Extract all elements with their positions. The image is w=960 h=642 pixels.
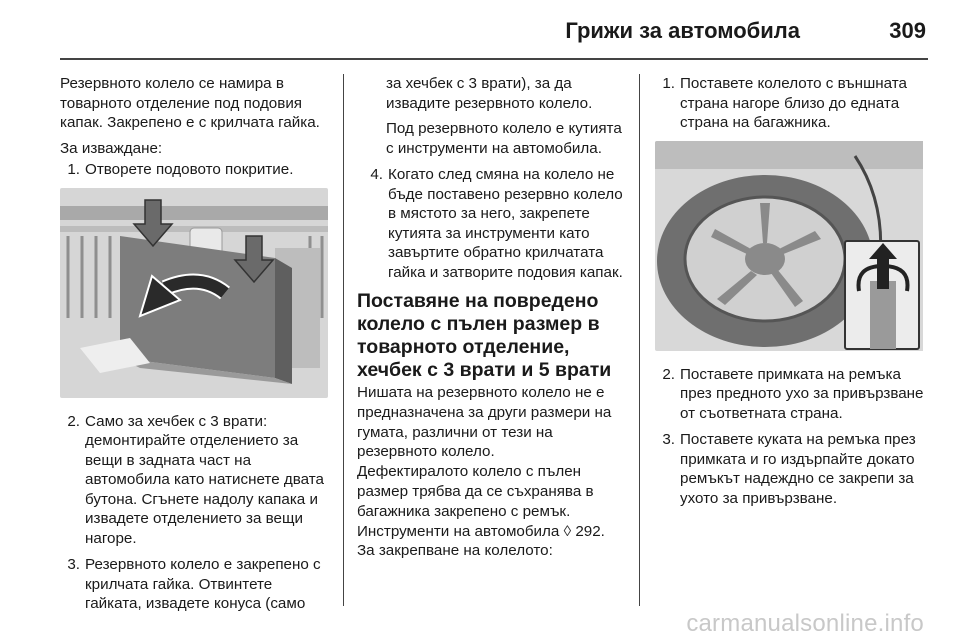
header-divider: [60, 58, 928, 60]
watermark: carmanualsonline.info: [686, 610, 924, 637]
step-text: Само за хечбек с 3 врати: демонтирайте отделението за вещи в задната част на автомобила като натиснете двата бутона. Сгънете надолу капака и извадете отделението за вещи нагоре.: [85, 412, 324, 547]
removal-label: За изваждане:: [60, 139, 163, 157]
column-2: [357, 74, 625, 561]
step-2: [60, 412, 328, 549]
floor-cover-image: [60, 188, 328, 398]
tools-reference: [357, 522, 625, 542]
body-line: Нишата на резервното колело не е предназначена за други размери на гумата, различни от тези на резервното колело.: [357, 384, 612, 461]
section-body: [357, 383, 625, 561]
tool-kit-note: Под резервното колело е кутията с инструменти на автомобила.: [386, 120, 622, 157]
cross-reference-icon: ◊: [563, 522, 572, 540]
section-title: Грижи за автомобила: [565, 18, 800, 43]
page-number: 309: [889, 18, 926, 43]
column-1: [60, 74, 328, 621]
step-text: Поставете куката на ремъка през примката и го издърпайте докато ремъкът надеждно се закрепи за ухото за привързване.: [680, 431, 916, 507]
step-number: 2.: [67, 412, 80, 430]
step-2: [655, 365, 927, 424]
step-3: [60, 555, 328, 614]
column-divider-2: [639, 74, 640, 606]
tools-reference-text: Инструменти на автомобила: [357, 522, 560, 540]
step-number: 1.: [662, 75, 675, 92]
step-number: 3.: [67, 556, 80, 573]
step-text: Когато след смяна на колело не бъде поставено резервно колело в мястото за него, закрепете кутията за инструменти като завъртите обратно крилчатата гайка и затворите подовия капак.: [388, 166, 623, 281]
step-1: [60, 160, 328, 180]
step-text: Поставете колелото с външната страна нагоре близо до едната страна на багажника.: [680, 75, 907, 131]
body-line: Дефектиралото колело с пълен размер трябва да се съхранява в багажника закрепено с ремък.: [357, 463, 594, 520]
step-3: [655, 430, 927, 508]
spare-wheel-image: [655, 141, 923, 351]
step-4: [357, 165, 625, 282]
step-text: Резервното колело е закрепено с крилчата гайка. Отвинтете гайката, извадете конуса (само: [85, 556, 321, 612]
step-text: Отворете подовото покритие.: [85, 161, 294, 178]
step-3-continuation: за хечбек с 3 врати), за да извадите резервното колело.: [386, 75, 593, 112]
step-number: 1.: [67, 161, 80, 178]
step-number: 3.: [662, 431, 675, 448]
body-line: За закрепване на колелото:: [357, 542, 553, 560]
reference-page[interactable]: 292.: [575, 522, 605, 540]
floor-cover-illustration: [60, 188, 328, 398]
step-number: 4.: [370, 166, 383, 183]
section-heading: Поставяне на повредено колело с пълен размер в товарното отделение, хечбек с 3 врати и 5 врати: [357, 290, 612, 381]
spare-wheel-illustration: [655, 141, 927, 351]
step-1: [655, 74, 927, 133]
column-3: [655, 74, 927, 515]
step-text: Поставете примката на ремъка през предното ухо за привързване от съответната страна.: [680, 365, 924, 422]
intro-paragraph: Резервното колело се намира в товарното отделение под подовия капак. Закрепено е с крилчата гайка.: [60, 75, 320, 131]
column-divider-1: [343, 74, 344, 606]
step-number: 2.: [662, 365, 675, 383]
